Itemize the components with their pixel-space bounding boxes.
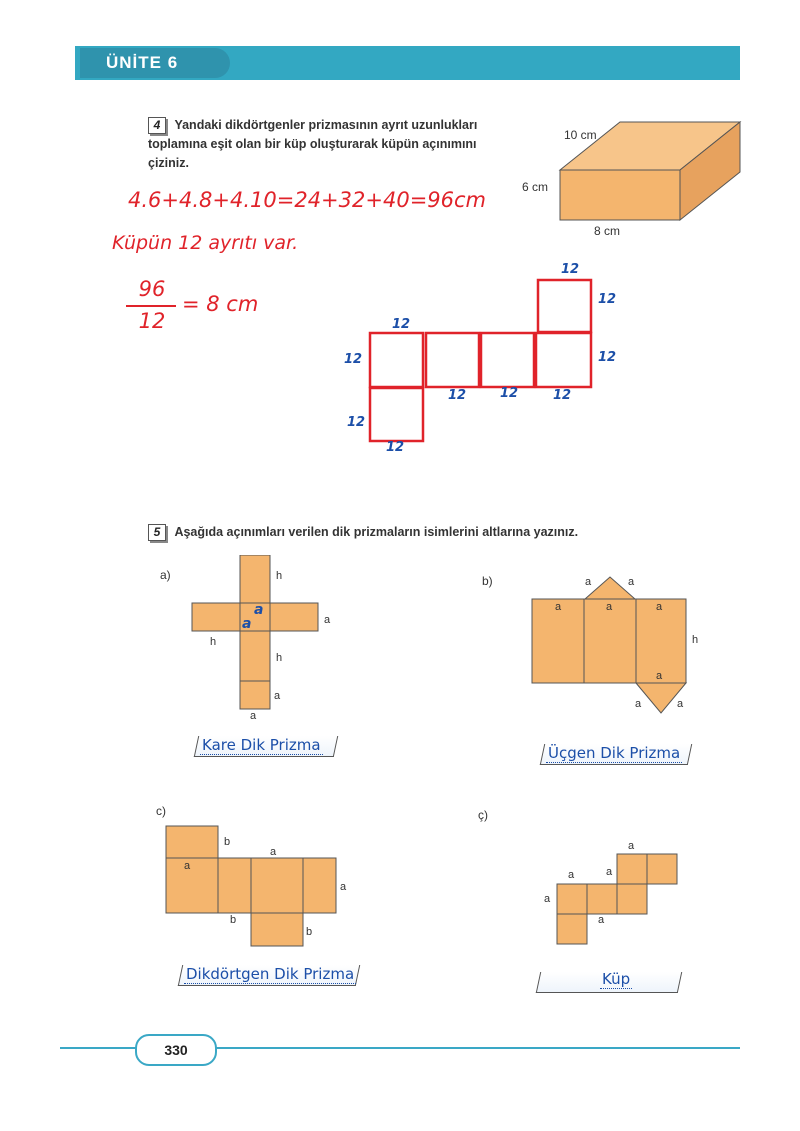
edge-label: 12	[598, 350, 617, 365]
handwritten-a: a	[254, 602, 264, 618]
label-b: b	[224, 836, 231, 848]
label-a: a	[555, 601, 562, 613]
label-a: a	[677, 698, 684, 710]
label-a: a	[340, 881, 347, 893]
label-a: a	[324, 614, 331, 626]
label-a: a	[184, 860, 191, 872]
question-text: Aşağıda açınımları verilen dik prizmaların isimlerini altlarına yazınız.	[174, 525, 579, 539]
label-a: a	[656, 601, 663, 613]
label-h: h	[692, 634, 699, 646]
part-c-tag: c)	[156, 804, 166, 818]
label-h: h	[210, 636, 217, 648]
prism-width-label: 8 cm	[594, 224, 621, 238]
label-a: a	[628, 576, 635, 588]
rectangular-prism-net	[165, 825, 345, 950]
edge-label: 12	[392, 317, 411, 332]
question-number: 5	[148, 524, 166, 541]
label-a: a	[568, 869, 575, 881]
label-a: a	[606, 601, 613, 613]
label-b: b	[230, 914, 237, 926]
label-a: a	[598, 914, 605, 926]
label-a: a	[628, 840, 635, 852]
label-a: a	[250, 710, 257, 722]
handwritten-sum: 4.6+4.8+4.10=24+32+40=96cm	[128, 188, 487, 212]
label-a: a	[544, 893, 551, 905]
question-5	[148, 523, 668, 542]
edge-label: 12	[448, 388, 467, 403]
label-h: h	[276, 652, 283, 664]
prism-depth-label: 10 cm	[564, 128, 597, 142]
cube-net	[555, 853, 680, 948]
question-text: Yandaki dikdörtgenler prizmasının ayrıt uzunlukları toplamına eşit olan bir küp oluşturarak küpün açınımını çiziniz.	[148, 118, 478, 170]
question-number: 4	[148, 117, 166, 134]
cube-net-drawing	[360, 270, 610, 450]
edge-label: 12	[561, 262, 580, 277]
edge-label: 12	[553, 388, 572, 403]
label-b: b	[306, 926, 313, 938]
handwritten-edges: Küpün 12 ayrıtı var.	[112, 232, 299, 254]
fraction-bar	[126, 305, 176, 307]
fraction-denominator: 12	[138, 309, 166, 333]
edge-label: 12	[344, 352, 363, 367]
unit-title: ÜNİTE 6	[80, 48, 230, 78]
answer-b: Üçgen Dik Prizma	[548, 744, 681, 762]
edge-label: 12	[500, 386, 519, 401]
fraction-result: = 8 cm	[182, 292, 259, 316]
part-d-tag: ç)	[478, 808, 488, 822]
edge-label: 12	[386, 440, 405, 455]
edge-label: 12	[347, 415, 366, 430]
part-b-tag: b)	[482, 574, 493, 588]
label-a: a	[656, 670, 663, 682]
triangular-prism-net	[528, 575, 688, 715]
answer-c: Dikdörtgen Dik Prizma	[186, 965, 355, 983]
answer-a: Kare Dik Prizma	[202, 736, 321, 754]
fraction-numerator: 96	[138, 277, 166, 301]
page-number: 330	[135, 1034, 217, 1066]
handwritten-a: a	[242, 616, 252, 632]
edge-label: 12	[598, 292, 617, 307]
answer-d: Küp	[602, 970, 631, 988]
label-a: a	[635, 698, 642, 710]
label-a: a	[274, 690, 281, 702]
question-4	[148, 116, 518, 173]
label-h: h	[276, 570, 283, 582]
label-a: a	[585, 576, 592, 588]
part-a-tag: a)	[160, 568, 171, 582]
label-a: a	[270, 846, 277, 858]
prism-height-label: 6 cm	[522, 180, 549, 194]
square-prism-net	[190, 555, 320, 710]
label-a: a	[606, 866, 613, 878]
